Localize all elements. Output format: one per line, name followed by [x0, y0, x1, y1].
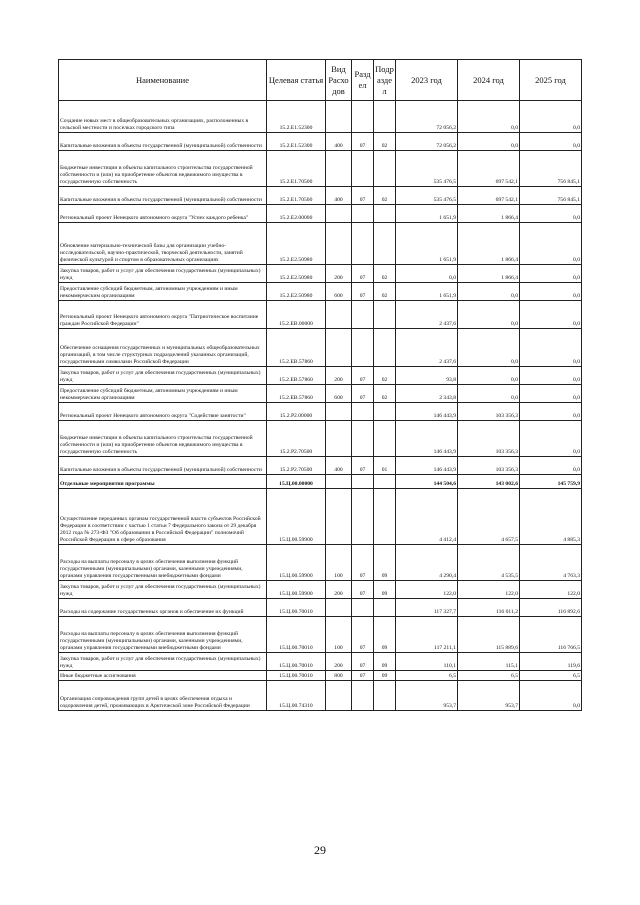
cell-subsection: 02 [374, 133, 396, 151]
cell-subsection: 09 [374, 545, 396, 581]
cell-2023: 117 327,7 [396, 599, 458, 617]
cell-2023: 72 056,2 [396, 133, 458, 151]
cell-2023: 146 443,9 [396, 457, 458, 475]
cell-2024: 0,0 [458, 101, 520, 133]
cell-2025: 4 885,3 [520, 489, 582, 545]
cell-2024: 6,5 [458, 671, 520, 681]
budget-table [58, 59, 582, 711]
cell-2025: 0,0 [520, 223, 582, 265]
header-year-2023: 2023 год [396, 60, 458, 101]
cell-subsection [374, 151, 396, 187]
cell-2025: 0,0 [520, 133, 582, 151]
cell-expense-kind: 600 [326, 283, 352, 301]
cell-expense-kind [326, 101, 352, 133]
cell-subsection [374, 489, 396, 545]
table-row [59, 151, 582, 187]
cell-2023: 110,1 [396, 653, 458, 671]
header-section: Разд ел [352, 60, 374, 101]
cell-2024: 0,0 [458, 301, 520, 329]
cell-target-article: 15.Ц.00.00000 [267, 475, 326, 489]
cell-2024: 1 866,4 [458, 265, 520, 283]
cell-expense-kind [326, 205, 352, 223]
cell-section [352, 599, 374, 617]
cell-section: 07 [352, 581, 374, 599]
table-row [59, 671, 582, 681]
cell-subsection [374, 101, 396, 133]
cell-subsection: 02 [374, 385, 396, 403]
cell-expense-kind: 200 [326, 581, 352, 599]
cell-target-article: 15.2.ЕВ.57860 [267, 329, 326, 367]
table-row [59, 205, 582, 223]
cell-section: 07 [352, 545, 374, 581]
cell-name: Обеспечение оснащения государственных и муниципальных общеобразовательных организаций, в том числе структурных подразделений указанных организаций, государственными символами Российской Федерации [59, 329, 267, 367]
cell-subsection [374, 223, 396, 265]
cell-name: Расходы на выплаты персоналу в целях обеспечения выполнения функций государственными (муниципальными) органами, казенными учреждениями, органами управления государственными внебюджетными фондами [59, 545, 267, 581]
cell-target-article: 15.2.Е1.70500 [267, 151, 326, 187]
cell-2023: 0,0 [396, 265, 458, 283]
table-row [59, 403, 582, 421]
cell-section [352, 489, 374, 545]
cell-name: Предоставление субсидий бюджетным, автономным учреждениям и иным некоммерческим организациям [59, 385, 267, 403]
cell-expense-kind [326, 421, 352, 457]
cell-2024: 103 356,3 [458, 457, 520, 475]
cell-expense-kind [326, 489, 352, 545]
cell-2023: 6,5 [396, 671, 458, 681]
cell-expense-kind: 400 [326, 457, 352, 475]
cell-target-article: 15.2.Е2.50980 [267, 265, 326, 283]
cell-2025: 0,0 [520, 421, 582, 457]
cell-section [352, 301, 374, 329]
cell-name: Предоставление субсидий бюджетным, автономным учреждениям и иным некоммерческим организациям [59, 283, 267, 301]
cell-2023: 144 504,6 [396, 475, 458, 489]
cell-subsection [374, 599, 396, 617]
cell-2024: 1 866,4 [458, 223, 520, 265]
header-subsection: Подр азде л [374, 60, 396, 101]
cell-subsection [374, 403, 396, 421]
cell-name: Обновление материально-технической базы для организации учебно-исследовательской, научно-практической, творческой деятельности, занятий физической культурой и спортом в образовательных организациях [59, 223, 267, 265]
cell-2025: 0,0 [520, 457, 582, 475]
header-target-article: Целевая статья [267, 60, 326, 101]
cell-name: Капитальные вложения в объекты государственной (муниципальной) собственности [59, 457, 267, 475]
cell-2025: 0,0 [520, 101, 582, 133]
cell-name: Региональный проект Ненецкого автономного округа "Успех каждого ребенка" [59, 205, 267, 223]
cell-2024: 953,7 [458, 681, 520, 711]
cell-name: Организация сопровождения групп детей в целях обеспечения отдыха и оздоровления детей, проживающих в Арктической зоне Российской Федерации [59, 681, 267, 711]
cell-section [352, 205, 374, 223]
table-row [59, 101, 582, 133]
cell-2024: 697 542,1 [458, 187, 520, 205]
cell-2023: 535 476,5 [396, 187, 458, 205]
page-number: 29 [314, 843, 326, 857]
cell-section: 07 [352, 385, 374, 403]
cell-section [352, 421, 374, 457]
cell-target-article: 15.2.Р2.70500 [267, 421, 326, 457]
table-row [59, 223, 582, 265]
cell-2024: 0,0 [458, 133, 520, 151]
cell-subsection: 01 [374, 457, 396, 475]
cell-2024: 1 866,4 [458, 205, 520, 223]
cell-subsection [374, 329, 396, 367]
cell-2025: 0,0 [520, 403, 582, 421]
cell-target-article: 15.2.ЕВ.57860 [267, 367, 326, 385]
cell-expense-kind: 400 [326, 187, 352, 205]
cell-subsection [374, 205, 396, 223]
cell-2025: 0,0 [520, 301, 582, 329]
table-row [59, 617, 582, 653]
cell-2024: 116 011,2 [458, 599, 520, 617]
cell-expense-kind [326, 681, 352, 711]
cell-section: 07 [352, 367, 374, 385]
cell-subsection: 02 [374, 283, 396, 301]
table-row [59, 421, 582, 457]
cell-name: Капитальные вложения в объекты государственной (муниципальной) собственности [59, 133, 267, 151]
cell-2023: 4 290,4 [396, 545, 458, 581]
table-row [59, 301, 582, 329]
table-row [59, 187, 582, 205]
cell-subsection: 09 [374, 581, 396, 599]
cell-subsection: 09 [374, 617, 396, 653]
cell-name: Закупка товаров, работ и услуг для обеспечения государственных (муниципальных) нужд [59, 265, 267, 283]
cell-target-article: 15.Ц.00.59900 [267, 489, 326, 545]
cell-name: Региональный проект Ненецкого автономного округа "Содействие занятости" [59, 403, 267, 421]
cell-name: Расходы на выплаты персоналу в целях обеспечения выполнения функций государственными (муниципальными) органами, казенными учреждениями, органами управления государственными внебюджетными фондами [59, 617, 267, 653]
cell-section: 07 [352, 283, 374, 301]
cell-2023: 146 443,9 [396, 403, 458, 421]
cell-section [352, 101, 374, 133]
cell-target-article: 15.2.ЕВ.57860 [267, 385, 326, 403]
table-row [59, 599, 582, 617]
cell-section [352, 151, 374, 187]
cell-2025: 0,0 [520, 681, 582, 711]
cell-2025: 4 763,3 [520, 545, 582, 581]
cell-2024: 143 002,6 [458, 475, 520, 489]
cell-2023: 117 211,1 [396, 617, 458, 653]
cell-2024: 103 356,3 [458, 403, 520, 421]
cell-2024: 115,1 [458, 653, 520, 671]
cell-target-article: 15.2.Р2.00000 [267, 403, 326, 421]
cell-name: Расходы на содержание государственных органов и обеспечение их функций [59, 599, 267, 617]
cell-2025: 0,0 [520, 265, 582, 283]
cell-subsection: 02 [374, 187, 396, 205]
cell-target-article: 15.Ц.00.70010 [267, 653, 326, 671]
table-row [59, 265, 582, 283]
cell-expense-kind: 400 [326, 133, 352, 151]
cell-2024: 103 356,3 [458, 421, 520, 457]
cell-2023: 4 412,4 [396, 489, 458, 545]
cell-target-article: 15.2.Е1.52300 [267, 101, 326, 133]
table-row [59, 367, 582, 385]
cell-2024: 0,0 [458, 329, 520, 367]
cell-target-article: 15.2.Е2.50980 [267, 283, 326, 301]
cell-2023: 72 056,2 [396, 101, 458, 133]
header-name: Наименование [59, 60, 267, 101]
cell-expense-kind: 100 [326, 617, 352, 653]
cell-name: Региональный проект Ненецкого автономного округа "Патриотическое воспитание граждан Российской Федерации" [59, 301, 267, 329]
cell-2023: 146 443,9 [396, 421, 458, 457]
cell-subsection: 09 [374, 671, 396, 681]
header-year-2025: 2025 год [520, 60, 582, 101]
cell-subsection [374, 681, 396, 711]
cell-expense-kind: 200 [326, 265, 352, 283]
cell-section: 07 [352, 653, 374, 671]
cell-section: 07 [352, 457, 374, 475]
cell-2025: 0,0 [520, 367, 582, 385]
cell-2024: 122,0 [458, 581, 520, 599]
cell-section: 07 [352, 187, 374, 205]
table-row [59, 283, 582, 301]
cell-2023: 93,8 [396, 367, 458, 385]
cell-2023: 2 437,6 [396, 301, 458, 329]
cell-name: Осуществление переданных органам государственной власти субъектов Российской Федерации в соответствии с частью 1 статьи 7 Федерального закона от 29 декабря 2012 года № 273-ФЗ "Об образовании в Российской Федерации" полномочий Российской Федерации в сфере образования [59, 489, 267, 545]
cell-2023: 1 651,9 [396, 205, 458, 223]
cell-name: Отдельные мероприятия программы [59, 475, 267, 489]
cell-2025: 756 845,1 [520, 151, 582, 187]
table-row [59, 385, 582, 403]
cell-target-article: 15.Ц.00.70010 [267, 599, 326, 617]
header-expense-kind: Вид Расхо дов [326, 60, 352, 101]
table-header [59, 60, 582, 101]
cell-2023: 1 651,9 [396, 223, 458, 265]
cell-target-article: 15.2.Е1.70500 [267, 187, 326, 205]
cell-2023: 2 437,6 [396, 329, 458, 367]
cell-2024: 4 657,5 [458, 489, 520, 545]
cell-expense-kind: 600 [326, 385, 352, 403]
cell-expense-kind: 200 [326, 367, 352, 385]
cell-expense-kind [326, 599, 352, 617]
cell-target-article: 15.Ц.00.74310 [267, 681, 326, 711]
cell-2024: 115 889,6 [458, 617, 520, 653]
cell-subsection [374, 421, 396, 457]
table-body [59, 101, 582, 711]
cell-expense-kind [326, 475, 352, 489]
cell-section [352, 681, 374, 711]
cell-2025: 6,5 [520, 671, 582, 681]
cell-target-article: 15.2.Е2.00000 [267, 205, 326, 223]
table-row [59, 653, 582, 671]
cell-name: Закупка товаров, работ и услуг для обеспечения государственных (муниципальных) нужд [59, 581, 267, 599]
cell-target-article: 15.2.ЕВ.00000 [267, 301, 326, 329]
cell-name: Бюджетные инвестиции в объекты капитального строительства государственной собственности и (или) на приобретение объектов недвижимого имущества в государственную собственность [59, 421, 267, 457]
cell-expense-kind: 200 [326, 653, 352, 671]
cell-expense-kind: 800 [326, 671, 352, 681]
cell-target-article: 15.Ц.00.59900 [267, 581, 326, 599]
table-row [59, 681, 582, 711]
cell-2025: 0,0 [520, 205, 582, 223]
cell-section: 07 [352, 671, 374, 681]
cell-2025: 122,0 [520, 581, 582, 599]
cell-name: Иные бюджетные ассигнования [59, 671, 267, 681]
cell-subsection: 02 [374, 265, 396, 283]
cell-expense-kind: 100 [326, 545, 352, 581]
cell-2023: 122,0 [396, 581, 458, 599]
cell-2023: 2 343,8 [396, 385, 458, 403]
cell-2023: 953,7 [396, 681, 458, 711]
cell-2025: 0,0 [520, 385, 582, 403]
table-row [59, 489, 582, 545]
table-row [59, 457, 582, 475]
cell-2024: 0,0 [458, 385, 520, 403]
cell-expense-kind [326, 329, 352, 367]
cell-section: 07 [352, 133, 374, 151]
cell-2024: 4 535,5 [458, 545, 520, 581]
cell-expense-kind [326, 403, 352, 421]
cell-target-article: 15.2.Е2.50980 [267, 223, 326, 265]
table-row [59, 545, 582, 581]
cell-2025: 0,0 [520, 329, 582, 367]
table-row [59, 133, 582, 151]
cell-target-article: 15.2.Р2.70500 [267, 457, 326, 475]
cell-subsection [374, 475, 396, 489]
cell-2025: 756 845,1 [520, 187, 582, 205]
table-row [59, 475, 582, 489]
table-row [59, 329, 582, 367]
cell-2024: 0,0 [458, 283, 520, 301]
cell-section: 07 [352, 265, 374, 283]
table-row [59, 581, 582, 599]
cell-target-article: 15.Ц.00.70010 [267, 617, 326, 653]
cell-name: Создание новых мест в общеобразовательных организациях, расположенных в сельской местности и поселках городского типа [59, 101, 267, 133]
cell-2023: 1 651,9 [396, 283, 458, 301]
cell-section: 07 [352, 617, 374, 653]
cell-target-article: 15.Ц.00.70010 [267, 671, 326, 681]
cell-subsection: 02 [374, 367, 396, 385]
cell-section [352, 403, 374, 421]
cell-section [352, 223, 374, 265]
cell-target-article: 15.2.Е1.52300 [267, 133, 326, 151]
cell-name: Бюджетные инвестиции в объекты капитального строительства государственной собственности и (или) на приобретение объектов недвижимого имущества в государственную собственность [59, 151, 267, 187]
cell-2025: 0,0 [520, 283, 582, 301]
cell-section [352, 475, 374, 489]
cell-name: Закупка товаров, работ и услуг для обеспечения государственных (муниципальных) нужд [59, 367, 267, 385]
cell-expense-kind [326, 151, 352, 187]
cell-section [352, 329, 374, 367]
cell-2023: 535 476,5 [396, 151, 458, 187]
cell-2025: 119,6 [520, 653, 582, 671]
cell-target-article: 15.Ц.00.59900 [267, 545, 326, 581]
cell-2025: 145 759,9 [520, 475, 582, 489]
header-year-2024: 2024 год [458, 60, 520, 101]
cell-2025: 116 766,5 [520, 617, 582, 653]
cell-2024: 697 542,1 [458, 151, 520, 187]
cell-expense-kind [326, 223, 352, 265]
cell-name: Капитальные вложения в объекты государственной (муниципальной) собственности [59, 187, 267, 205]
cell-2025: 116 892,6 [520, 599, 582, 617]
cell-2024: 0,0 [458, 367, 520, 385]
cell-subsection: 09 [374, 653, 396, 671]
cell-name: Закупка товаров, работ и услуг для обеспечения государственных (муниципальных) нужд [59, 653, 267, 671]
cell-expense-kind [326, 301, 352, 329]
cell-subsection [374, 301, 396, 329]
